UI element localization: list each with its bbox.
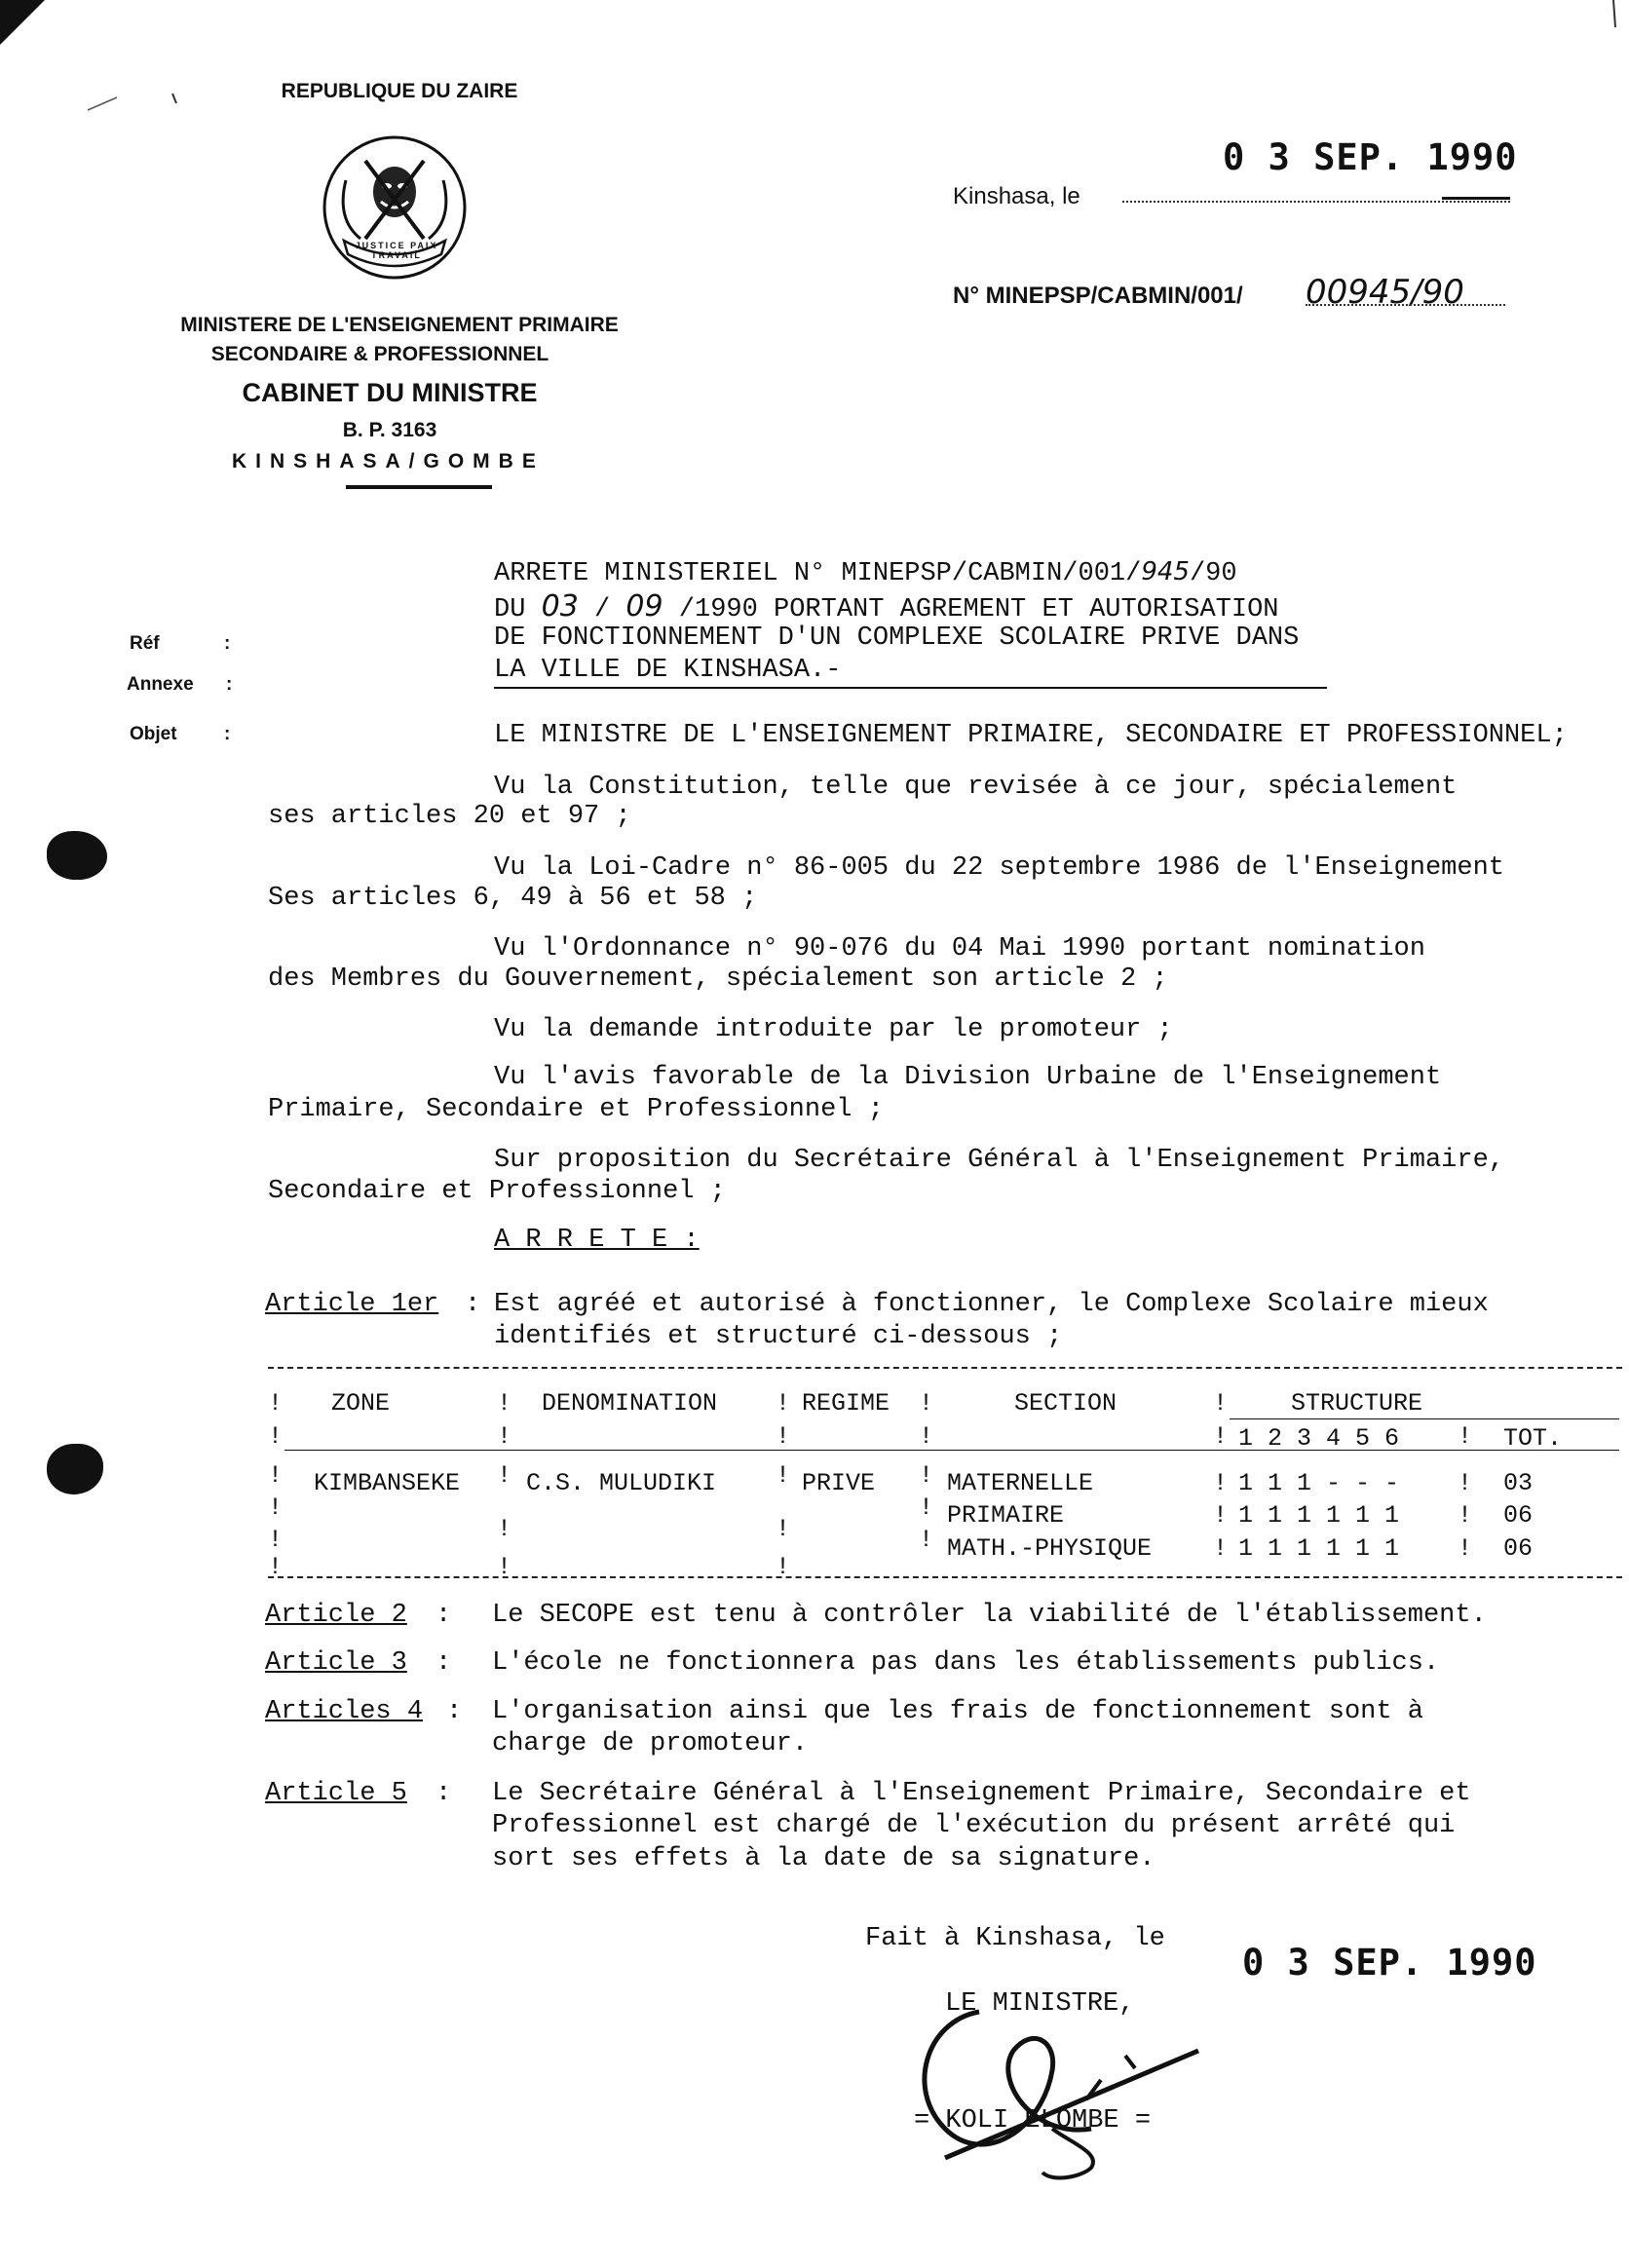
col-sep: !: [1213, 1534, 1229, 1563]
annexe-label: Annexe: [127, 674, 194, 695]
date-solid-line: [1442, 197, 1510, 200]
article-3-text: L'école ne fonctionnera pas dans les établissements publics.: [492, 1648, 1440, 1678]
vu-avis-line-2: Primaire, Secondaire et Professionnel ;: [268, 1095, 884, 1124]
col-sep: !: [1213, 1422, 1229, 1451]
header-bottom-rule: [284, 1450, 1619, 1451]
vu-loi-cadre-line-2: Ses articles 6, 49 à 56 et 58 ;: [268, 884, 758, 913]
col-sep: !: [497, 1515, 512, 1543]
article-1-colon: :: [465, 1290, 481, 1319]
article-4-label: Articles 4: [265, 1697, 424, 1726]
article-5-text-line-1: Le Secrétaire Général à l'Enseignement Primaire, Secondaire et: [492, 1779, 1471, 1808]
fait-a-kinshasa: Fait à Kinshasa, le: [865, 1924, 1165, 1953]
sur-proposition-line-2: Secondaire et Professionnel ;: [268, 1177, 726, 1206]
vu-constitution-line-1: Vu la Constitution, telle que revisée à ce jour, spécialement: [494, 773, 1458, 802]
stray-mark: [83, 86, 200, 115]
article-4-colon: :: [446, 1697, 463, 1726]
vu-ordonnance-line-1: Vu l'Ordonnance n° 90-076 du 04 Mai 1990 portant nomination: [494, 934, 1425, 964]
minister-name: = KOLI ELOMBE =: [914, 2106, 1152, 2136]
col-sep: !: [776, 1553, 791, 1581]
arrete-heading: A R R E T E :: [494, 1226, 700, 1255]
col-sep: !: [1213, 1469, 1229, 1497]
ministry-line-2: SECONDAIRE & PROFESSIONNEL: [210, 343, 549, 365]
title-underline: [494, 687, 1327, 689]
ministry-line-1: MINISTERE DE L'ENSEIGNEMENT PRIMAIRE: [180, 314, 619, 336]
date-stamp-bottom: 0 3 SEP. 1990: [1242, 1942, 1537, 1984]
col-sep: !: [919, 1526, 934, 1554]
page-corner-fold: [0, 0, 58, 58]
title-handwritten-number: 945: [1141, 557, 1190, 586]
col-sep: !: [497, 1553, 512, 1581]
article-2-colon: :: [436, 1601, 452, 1630]
section-maternelle: MATERNELLE: [947, 1469, 1094, 1497]
city-gombe: KINSHASA/GOMBE: [232, 450, 545, 472]
stray-mark: [1608, 0, 1629, 29]
handwritten-signature: [906, 1983, 1228, 2187]
objet-label: Objet: [130, 724, 177, 744]
header-zone: ZONE: [331, 1389, 391, 1418]
title-line-3: DE FONCTIONNEMENT D'UN COMPLEXE SCOLAIRE PRIVE DANS: [494, 624, 1300, 653]
annexe-colon: :: [226, 674, 233, 695]
structure-subheader-rule: [1230, 1418, 1619, 1419]
vu-demande: Vu la demande introduite par le promoteur ;: [494, 1015, 1173, 1044]
country-name: REPUBLIQUE DU ZAIRE: [281, 80, 518, 102]
header-denomination: DENOMINATION: [542, 1389, 718, 1418]
date-dotted-line: [1122, 201, 1510, 203]
col-sep: !: [268, 1389, 284, 1418]
header-section: SECTION: [1014, 1389, 1118, 1418]
col-sep: !: [268, 1553, 284, 1581]
row-zone: KIMBANSEKE: [314, 1469, 461, 1497]
col-sep: !: [776, 1515, 791, 1543]
title-line-1: ARRETE MINISTERIEL N° MINEPSP/CABMIN/001/945/90: [494, 557, 1237, 588]
cabinet-title: CABINET DU MINISTRE: [242, 378, 538, 407]
col-sep: !: [776, 1461, 791, 1490]
col-sep: !: [776, 1422, 791, 1451]
structure-math-physique: 1 1 1 1 1 1: [1238, 1534, 1400, 1563]
col-sep: !: [1213, 1501, 1229, 1530]
section-primaire: PRIMAIRE: [947, 1501, 1065, 1530]
header-classes: 1 2 3 4 5 6: [1238, 1424, 1400, 1453]
col-sep: !: [1458, 1501, 1473, 1530]
vu-ordonnance-line-2: des Membres du Gouvernement, spécialement son article 2 ;: [268, 964, 1168, 994]
article-1-text-line-2: identifiés et structuré ci-dessous ;: [494, 1322, 1063, 1351]
col-sep: !: [268, 1422, 284, 1451]
article-3-colon: :: [436, 1648, 452, 1678]
seal-motto: JUSTICE PAIX TRAVAIL: [355, 241, 438, 260]
total-math-physique: 06: [1503, 1534, 1534, 1563]
col-sep: !: [1458, 1469, 1473, 1497]
minister-signature-title: LE MINISTRE,: [945, 1989, 1135, 2019]
punch-hole-top: [47, 831, 107, 880]
title-line-2: DU 03 / 09 /1990 PORTANT AGREMENT ET AUTORISATION: [494, 589, 1279, 624]
article-5-colon: :: [436, 1779, 452, 1808]
reference-handwritten-number: 00945/90: [1306, 273, 1464, 312]
col-sep: !: [1458, 1422, 1473, 1451]
structure-primaire: 1 1 1 1 1 1: [1238, 1501, 1400, 1530]
sur-proposition-line-1: Sur proposition du Secrétaire Général à l'Enseignement Primaire,: [494, 1146, 1504, 1175]
col-sep: !: [919, 1461, 934, 1490]
row-denomination: C.S. MULUDIKI: [526, 1469, 717, 1497]
header-regime: REGIME: [802, 1389, 890, 1418]
col-sep: !: [268, 1526, 284, 1554]
reference-label: N° MINEPSP/CABMIN/001/: [953, 283, 1243, 309]
row-regime: PRIVE: [802, 1469, 876, 1497]
col-sep: !: [1213, 1389, 1229, 1418]
letterhead-rule: [346, 485, 492, 489]
article-4-text-line-1: L'organisation ainsi que les frais de fonctionnement sont à: [492, 1697, 1423, 1726]
header-total: TOT.: [1503, 1424, 1563, 1453]
vu-constitution-line-2: ses articles 20 et 97 ;: [268, 802, 631, 831]
article-2-label: Article 2: [265, 1601, 407, 1630]
table-top-border: [268, 1367, 1622, 1369]
col-sep: !: [268, 1461, 284, 1490]
article-3-label: Article 3: [265, 1648, 407, 1678]
date-stamp-top: 0 3 SEP. 1990: [1223, 136, 1518, 178]
header-structure: STRUCTURE: [1291, 1389, 1423, 1418]
ref-colon: :: [224, 633, 231, 654]
reference-dotted-line: [1306, 304, 1505, 306]
ref-label: Réf: [130, 633, 160, 654]
article-5-label: Article 5: [265, 1779, 407, 1808]
punch-hole-bottom: [47, 1444, 103, 1494]
col-sep: !: [919, 1493, 934, 1522]
minister-heading: LE MINISTRE DE L'ENSEIGNEMENT PRIMAIRE, SECONDAIRE ET PROFESSIONNEL;: [494, 721, 1568, 750]
table-bottom-border: [268, 1576, 1622, 1578]
structure-maternelle: 1 1 1 - - -: [1238, 1469, 1400, 1497]
coat-of-arms-seal: [317, 132, 473, 287]
article-1-label: Article 1er: [265, 1290, 439, 1319]
vu-loi-cadre-line-1: Vu la Loi-Cadre n° 86-005 du 22 septembre 1986 de l'Enseignement: [494, 853, 1504, 883]
title-line-4: LA VILLE DE KINSHASA.-: [494, 656, 842, 685]
col-sep: !: [919, 1389, 934, 1418]
objet-colon: :: [224, 724, 231, 744]
section-math-physique: MATH.-PHYSIQUE: [947, 1534, 1153, 1563]
col-sep: !: [919, 1422, 934, 1451]
postal-box: B. P. 3163: [342, 419, 437, 441]
col-sep: !: [268, 1493, 284, 1522]
article-5-text-line-3: sort ses effets à la date de sa signature.: [492, 1844, 1155, 1873]
article-5-text-line-2: Professionnel est chargé de l'exécution du présent arrêté qui: [492, 1811, 1456, 1840]
total-primaire: 06: [1503, 1501, 1534, 1530]
article-2-text: Le SECOPE est tenu à contrôler la viabilité de l'établissement.: [492, 1601, 1487, 1630]
article-4-text-line-2: charge de promoteur.: [492, 1729, 809, 1758]
col-sep: !: [497, 1422, 512, 1451]
total-maternelle: 03: [1503, 1469, 1534, 1497]
place-label: Kinshasa, le: [953, 183, 1080, 209]
col-sep: !: [497, 1461, 512, 1490]
col-sep: !: [1458, 1534, 1473, 1563]
col-sep: !: [497, 1389, 512, 1418]
vu-avis-line-1: Vu l'avis favorable de la Division Urbaine de l'Enseignement: [494, 1063, 1442, 1092]
article-1-text-line-1: Est agréé et autorisé à fonctionner, le Complexe Scolaire mieux: [494, 1290, 1489, 1319]
col-sep: !: [776, 1389, 791, 1418]
